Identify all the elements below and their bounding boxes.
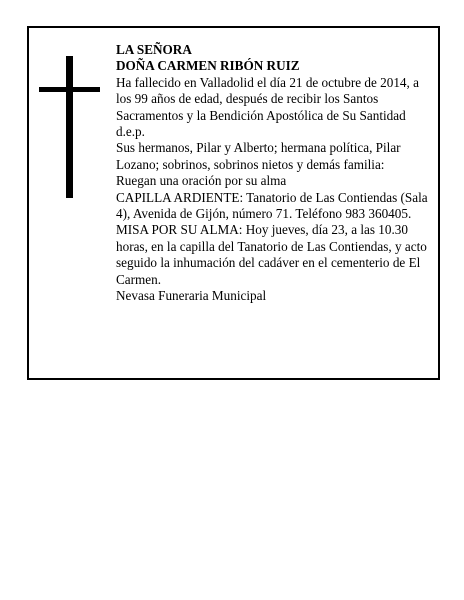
funeral-chapel-info: CAPILLA ARDIENTE: Tanatorio de Las Contiendas (Sala 4), Avenida de Gijón, número 71. Teléfono 983 360405. — [116, 189, 428, 222]
deceased-name: DOÑA CARMEN RIBÓN RUIZ — [116, 58, 300, 74]
notice-text — [116, 42, 436, 305]
deceased-title: LA SEÑORA — [116, 42, 192, 57]
mass-info: MISA POR SU ALMA: Hoy jueves, día 23, a las 10.30 horas, en la capilla del Tanatorio de Las Contiendas, y acto seguido la inhumación del cadáver en el cementerio de El Carmen. — [116, 222, 427, 287]
family-members: Sus hermanos, Pilar y Alberto; hermana política, Pilar Lozano; sobrinos, sobrinos nietos y demás familia: — [116, 140, 401, 172]
cross-icon-vertical-bar — [66, 56, 73, 198]
death-announcement: Ha fallecido en Valladolid el día 21 de octubre de 2014, a los 99 años de edad, después de recibir los Santos Sacramentos y la Bendición Apostólica de Su Santidad d.e.p. — [116, 74, 419, 140]
cross-icon-horizontal-bar — [39, 87, 100, 92]
prayer-request: Ruegan una oración por su alma — [116, 173, 287, 189]
funeral-home: Nevasa Funeraria Municipal — [116, 288, 267, 304]
obituary-notice — [27, 26, 440, 380]
